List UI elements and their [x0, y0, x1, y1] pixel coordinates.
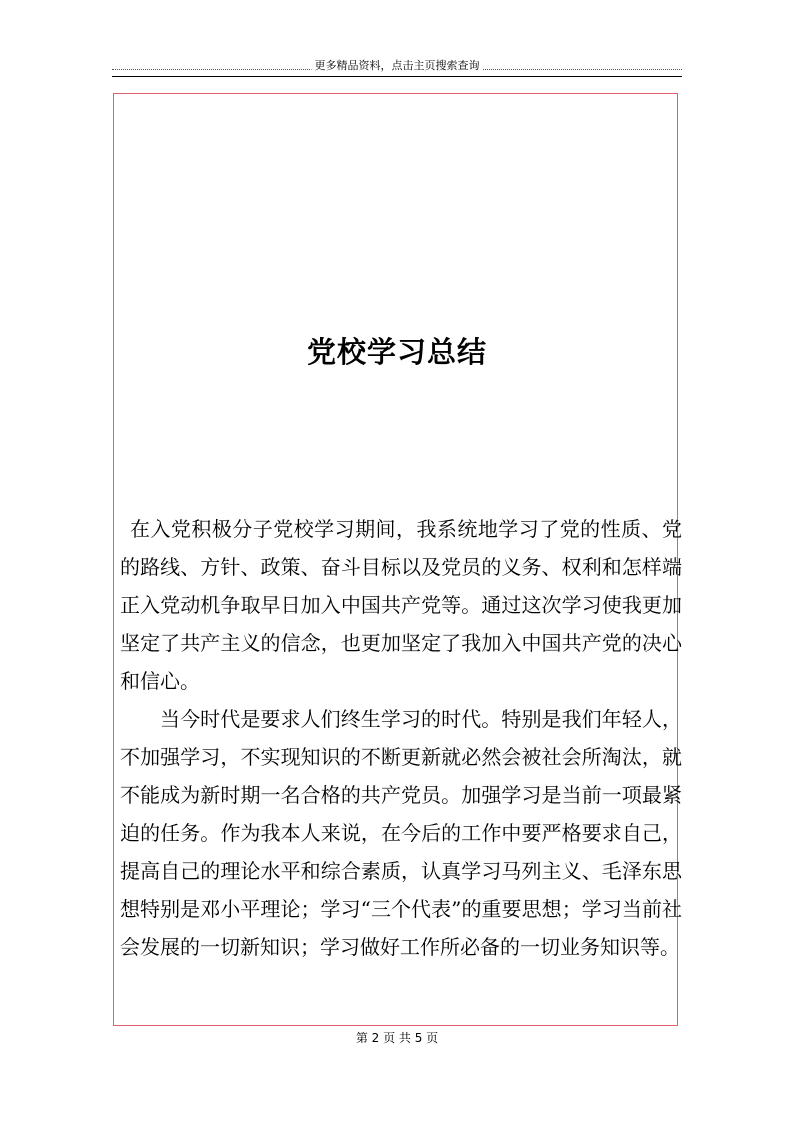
- paragraph-1: 在入党积极分子党校学习期间，我系统地学习了党的性质、党的路线、方针、政策、奋斗目标以及党员的义务、权利和怎样端正入党动机争取早日加入中国共产党等。通过这次学习使我更加坚定了共产主义的信念，也更加坚定了我加入中国共产党的决心和信心。: [120, 517, 682, 693]
- page-header: [112, 58, 682, 77]
- document-body: [120, 510, 682, 966]
- paragraph-2: 当今时代是要求人们终生学习的时代。特别是我们年轻人，不加强学习，不实现知识的不断更新就必然会被社会所淘汰，就不能成为新时期一名合格的共产党员。加强学习是当前一项最紧迫的任务。作为我本人来说，在今后的工作中要严格要求自己，提高自己的理论水平和综合素质，认真学习马列主义、毛泽东思想特别是邓小平理论；学习“三个代表”的重要思想；学习当前社会发展的一切新知识；学习做好工作所必备的一切业务知识等。: [120, 707, 682, 959]
- document-title: 党校学习总结: [306, 335, 487, 369]
- page-number: 第 2 页 共 5 页: [355, 1031, 439, 1045]
- header-text: 更多精品资料，点击主页搜索查询: [312, 58, 483, 73]
